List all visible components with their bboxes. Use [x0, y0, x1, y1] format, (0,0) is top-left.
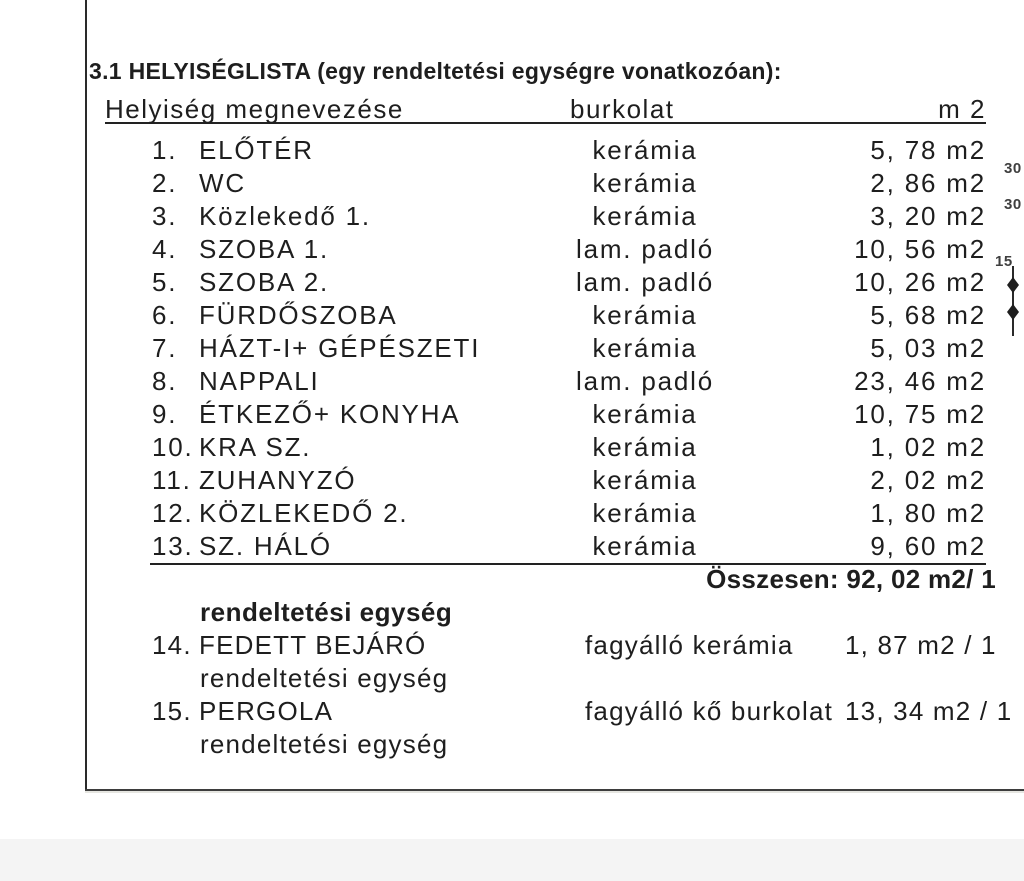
- area-value: 3, 20 m2: [870, 201, 986, 231]
- area-value: 1, 87 m2 / 1: [845, 630, 997, 660]
- area-value: 23, 46 m2: [854, 366, 986, 396]
- row-number: 7.: [152, 333, 178, 363]
- table-row: [105, 365, 986, 398]
- flooring-value: lam. padló: [576, 267, 714, 297]
- row-number: 12.: [152, 498, 194, 528]
- header-flooring: burkolat: [570, 94, 675, 124]
- flooring-value: fagyálló kerámia: [585, 630, 794, 660]
- total-unit-line: rendeltetési egység: [200, 597, 453, 627]
- table-row: [105, 299, 986, 332]
- flooring-value: kerámia: [592, 465, 698, 495]
- flooring-value: lam. padló: [576, 366, 714, 396]
- flooring-value: lam. padló: [576, 234, 714, 264]
- room-name: FEDETT BEJÁRÓ: [199, 630, 427, 660]
- table-row: [105, 200, 986, 233]
- table-row: [105, 167, 986, 200]
- row-number: 9.: [152, 399, 178, 429]
- table-row: [105, 431, 986, 464]
- row-number: 13.: [152, 531, 194, 561]
- flooring-value: fagyálló kő burkolat: [585, 696, 834, 726]
- row-number: 2.: [152, 168, 178, 198]
- area-value: 10, 56 m2: [854, 234, 986, 264]
- room-name: PERGOLA: [199, 696, 334, 726]
- area-value: 10, 75 m2: [854, 399, 986, 429]
- table-row: [105, 695, 1013, 728]
- table-row: [105, 464, 986, 497]
- row-number: 6.: [152, 300, 178, 330]
- room-name: FÜRDŐSZOBA: [199, 300, 398, 330]
- row-number: 8.: [152, 366, 178, 396]
- room-name: SZOBA 1.: [199, 234, 330, 264]
- area-value: 5, 78 m2: [870, 135, 986, 165]
- table-row: [105, 497, 986, 530]
- flooring-value: kerámia: [592, 399, 698, 429]
- room-name: NAPPALI: [199, 366, 320, 396]
- table-row: [105, 332, 986, 365]
- table-rows: [105, 134, 986, 563]
- room-name: ZUHANYZÓ: [199, 465, 357, 495]
- area-value: 9, 60 m2: [870, 531, 986, 561]
- left-border-rule: [85, 0, 87, 790]
- total-line: Összesen: 92, 02 m2/ 1: [706, 564, 996, 594]
- room-name: SZ. HÁLÓ: [199, 531, 332, 561]
- row-number: 4.: [152, 234, 178, 264]
- bottom-border-rule: [85, 789, 1024, 791]
- header-area: m 2: [938, 94, 986, 124]
- header-room-name: Helyiség megnevezése: [105, 94, 404, 124]
- area-value: 2, 02 m2: [870, 465, 986, 495]
- flooring-value: kerámia: [592, 135, 698, 165]
- dimension-marker-icon: [1000, 262, 1024, 340]
- area-value: 13, 34 m2 / 1: [845, 696, 1013, 726]
- area-value: 5, 68 m2: [870, 300, 986, 330]
- table-row: [105, 266, 986, 299]
- flooring-value: kerámia: [592, 531, 698, 561]
- table-row: [105, 398, 986, 431]
- table-row: [105, 134, 986, 167]
- row-number: 11.: [152, 465, 192, 495]
- room-name: HÁZT-I+ GÉPÉSZETI: [199, 333, 481, 363]
- flooring-value: kerámia: [592, 201, 698, 231]
- table-row: [105, 530, 986, 563]
- flooring-value: kerámia: [592, 432, 698, 462]
- area-value: 1, 02 m2: [870, 432, 986, 462]
- flooring-value: kerámia: [592, 168, 698, 198]
- flooring-value: kerámia: [592, 300, 698, 330]
- row-number: 14.: [152, 630, 192, 660]
- row-number: 1.: [152, 135, 178, 165]
- area-value: 1, 80 m2: [870, 498, 986, 528]
- room-name: Közlekedő 1.: [199, 201, 371, 231]
- room-name: KÖZLEKEDŐ 2.: [199, 498, 409, 528]
- dimension-label: 15: [995, 253, 1013, 270]
- room-name: ÉTKEZŐ+ KONYHA: [199, 399, 461, 429]
- section-title: 3.1 HELYISÉGLISTA (egy rendeltetési egységre vonatkozóan):: [89, 58, 782, 84]
- unit-line: rendeltetési egység: [200, 663, 449, 693]
- row-number: 10.: [152, 432, 194, 462]
- room-name: ELŐTÉR: [199, 135, 314, 165]
- dimension-label: 30: [1004, 196, 1022, 213]
- room-name: SZOBA 2.: [199, 267, 330, 297]
- bottom-background-band: [0, 839, 1024, 881]
- area-value: 5, 03 m2: [870, 333, 986, 363]
- table-row: [105, 629, 997, 662]
- flooring-value: kerámia: [592, 498, 698, 528]
- unit-line: rendeltetési egység: [200, 729, 449, 759]
- room-name: WC: [199, 168, 246, 198]
- flooring-value: kerámia: [592, 333, 698, 363]
- row-number: 5.: [152, 267, 178, 297]
- row-number: 3.: [152, 201, 178, 231]
- table-header-row: [105, 94, 986, 124]
- dimension-label: 30: [1004, 160, 1022, 177]
- row-number: 15.: [152, 696, 192, 726]
- area-value: 10, 26 m2: [854, 267, 986, 297]
- room-name: KRA SZ.: [199, 432, 312, 462]
- table-row: [105, 233, 986, 266]
- area-value: 2, 86 m2: [870, 168, 986, 198]
